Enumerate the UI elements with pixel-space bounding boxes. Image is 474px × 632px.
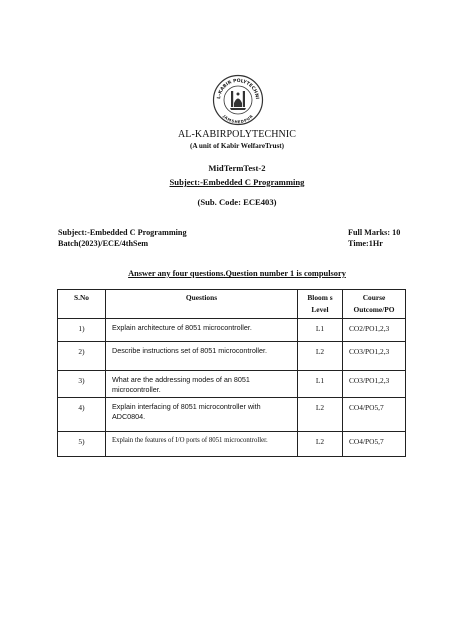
meta-subject: Subject:-Embedded C Programming: [58, 228, 187, 237]
row-question: What are the addressing modes of an 8051 microcontroller.: [106, 371, 298, 398]
header-bloom-level: Bloom s Level: [298, 290, 343, 319]
row-level: L1: [298, 319, 343, 342]
instruction: Answer any four questions.Question number 1 is compulsory: [128, 269, 346, 278]
row-sno: 3): [58, 371, 106, 398]
row-question: Explain the features of I/O ports of 8051 microcontroller.: [106, 432, 298, 457]
table-row: [58, 319, 406, 342]
unit-line: (A unit of Kabir WelfareTrust): [189, 142, 285, 150]
row-sno: 5): [58, 432, 106, 457]
test-name: MidTermTest-2: [208, 163, 266, 173]
subject-code: (Sub. Code: ECE403): [197, 197, 277, 207]
logo-text-bottom: JAMSHEDPUR: [222, 113, 254, 125]
college-logo: [212, 74, 264, 126]
row-level: L1: [298, 371, 343, 398]
subject-title: Subject:-Embedded C Programming: [169, 177, 305, 187]
logo-text-top: L-KABIR POLYTECHNI: [216, 78, 259, 100]
questions-table: [57, 289, 406, 457]
row-question: Describe instructions set of 8051 microcontroller.: [106, 342, 298, 371]
row-course-outcome: CO2/PO1,2,3: [343, 319, 406, 342]
row-level: L2: [298, 342, 343, 371]
row-course-outcome: CO3/PO1,2,3: [343, 371, 406, 398]
table-row: [58, 371, 406, 398]
table-row: [58, 342, 406, 371]
table-header-row: [58, 290, 406, 319]
header-questions: Questions: [106, 290, 298, 319]
row-level: L2: [298, 432, 343, 457]
row-sno: 1): [58, 319, 106, 342]
row-course-outcome: CO4/PO5,7: [343, 432, 406, 457]
time-allowed: Time:1Hr: [348, 239, 383, 248]
table-row: [58, 398, 406, 432]
college-name: AL-KABIRPOLYTECHNIC: [177, 129, 297, 140]
full-marks: Full Marks: 10: [348, 228, 401, 237]
row-question: Explain interfacing of 8051 microcontroller with ADC0804.: [106, 398, 298, 432]
table-row: [58, 432, 406, 457]
header-course-outcome: Course Outcome/PO: [343, 290, 406, 319]
row-sno: 2): [58, 342, 106, 371]
meta-batch: Batch(2023)/ECE/4thSem: [58, 239, 149, 248]
svg-text:AL-KABIR POLYTECHNIC: [212, 74, 260, 100]
row-course-outcome: CO3/PO1,2,3: [343, 342, 406, 371]
row-course-outcome: CO4/PO5,7: [343, 398, 406, 432]
row-question: Explain architecture of 8051 microcontroller.: [106, 319, 298, 342]
row-level: L2: [298, 398, 343, 432]
row-sno: 4): [58, 398, 106, 432]
header-sno: S.No: [58, 290, 106, 319]
